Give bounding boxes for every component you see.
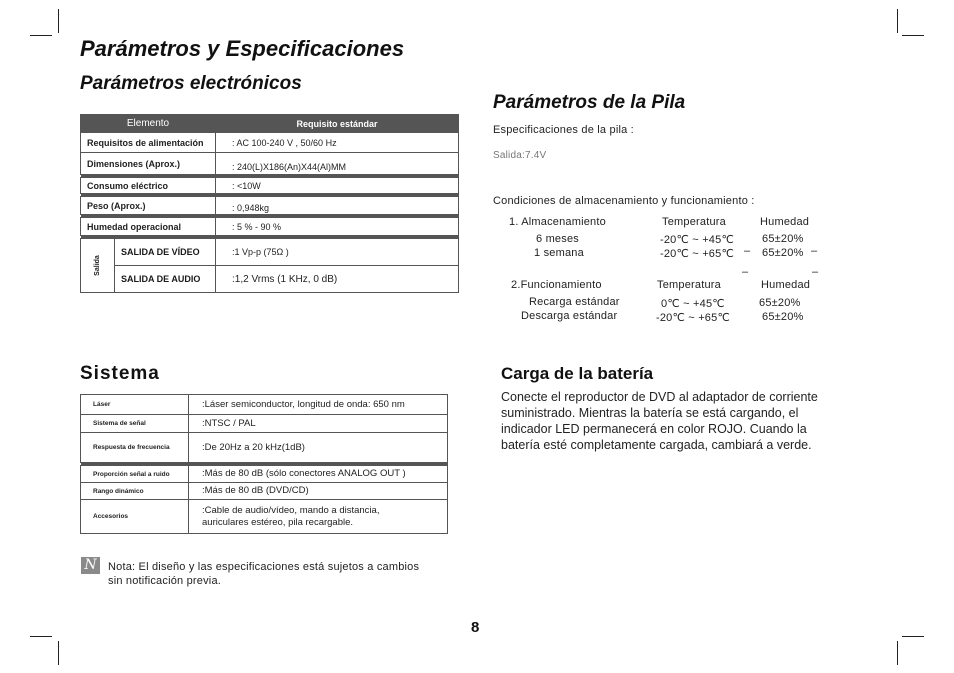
row-label: Accesorios	[81, 500, 189, 534]
battery-output: Salida:7.4V	[493, 150, 547, 161]
row-label: Requisitos de alimentación	[81, 133, 216, 153]
operation-row-label: Recarga estándar	[529, 296, 620, 308]
value-line: auriculares estéreo, pila recargable.	[202, 516, 354, 528]
table-row	[81, 466, 448, 483]
row-value: :1,2 Vrms (1 KHz, 0 dB)	[216, 266, 459, 293]
row-value: :1 Vp-p (75Ω )	[216, 239, 459, 266]
crop-mark	[902, 35, 924, 36]
operation-row-label: Descarga estándar	[521, 310, 618, 322]
storage-row-temp: -20℃ ~ +45℃	[660, 234, 735, 246]
operation-row-temp: -20℃ ~ +65℃	[656, 312, 731, 324]
table-row	[81, 197, 459, 215]
table-row	[81, 218, 459, 236]
charging-title: Carga de la batería	[501, 364, 654, 383]
crop-mark	[30, 35, 52, 36]
row-label: Proporción señal a ruido	[81, 466, 189, 483]
electronic-table	[80, 114, 459, 293]
battery-title: Parámetros de la Pila	[493, 92, 686, 113]
row-label: Rango dinámico	[81, 483, 189, 500]
operation-row-hum: 65±20%	[762, 311, 804, 323]
conditions-label: Condiciones de almacenamiento y funcionamiento :	[493, 195, 755, 207]
charging-line: Conecte el reproductor de DVD al adaptador de corriente	[501, 390, 818, 404]
row-label: SALIDA DE AUDIO	[115, 266, 216, 293]
charging-line: suministrado. Mientras la batería se está cargando, el	[501, 406, 799, 420]
system-title: Sistema	[80, 363, 160, 384]
header-element: Elemento	[81, 115, 216, 133]
dash-mark: –	[742, 266, 749, 278]
dash-mark: –	[812, 266, 819, 278]
header-requirement: Requisito estándar	[216, 115, 459, 133]
crop-mark	[902, 636, 924, 637]
dash-mark: –	[744, 245, 751, 257]
row-label: Sistema de señal	[81, 415, 189, 433]
crop-mark	[897, 9, 898, 33]
row-label: Humedad operacional	[81, 218, 216, 236]
row-value: : AC 100-240 V , 50/60 Hz	[216, 133, 459, 153]
storage-heading: 1. Almacenamiento	[509, 216, 606, 228]
storage-row-label: 6 meses	[536, 233, 579, 245]
storage-row-hum: 65±20%	[762, 233, 804, 245]
row-label: SALIDA DE VÍDEO	[115, 239, 216, 266]
operation-heading: 2.Funcionamiento	[511, 279, 602, 291]
table-row	[81, 483, 448, 500]
output-group-label: Salida	[81, 239, 115, 293]
note-line: sin notificación previa.	[108, 574, 222, 587]
page-title: Parámetros y Especificaciones	[80, 36, 405, 61]
system-table	[80, 394, 448, 534]
table-row	[81, 178, 459, 194]
row-value	[189, 500, 448, 534]
page-number: 8	[471, 619, 480, 636]
table-row	[81, 433, 448, 463]
row-label: Peso (Aprox.)	[81, 197, 216, 215]
row-value: :NTSC / PAL	[189, 415, 448, 433]
note-text	[108, 561, 453, 588]
battery-spec-label: Especificaciones de la pila :	[493, 124, 634, 136]
row-value: :Más de 80 dB (sólo conectores ANALOG OUT )	[189, 466, 448, 483]
row-label: Láser	[81, 395, 189, 415]
row-label: Dimensiones (Aprox.)	[81, 153, 216, 175]
row-value: :Láser semiconductor, longitud de onda: 650 nm	[189, 395, 448, 415]
storage-temp-header: Temperatura	[662, 216, 726, 228]
value-line: :Cable de audio/vídeo, mando a distancia,	[202, 504, 380, 516]
table-row	[81, 153, 459, 175]
row-value: :De 20Hz a 20 kHz(1dB)	[189, 433, 448, 463]
table-row	[81, 266, 459, 293]
table-header	[81, 115, 459, 133]
note-icon: N	[81, 557, 100, 574]
table-row	[81, 415, 448, 433]
row-label: Consumo eléctrico	[81, 178, 216, 194]
table-row	[81, 395, 448, 415]
crop-mark	[897, 641, 898, 665]
row-value: : <10W	[216, 178, 459, 194]
table-row	[81, 133, 459, 153]
crop-mark	[58, 641, 59, 665]
table-row	[81, 500, 448, 534]
row-value: :Más de 80 dB (DVD/CD)	[189, 483, 448, 500]
row-value: : 240(L)X186(An)X44(Al)MM	[216, 153, 459, 175]
crop-mark	[58, 9, 59, 33]
electronic-title: Parámetros electrónicos	[80, 73, 302, 94]
row-value: : 5 % - 90 %	[216, 218, 459, 236]
storage-hum-header: Humedad	[760, 216, 810, 228]
table-row	[81, 239, 459, 266]
note-line: Nota: El diseño y las especificaciones está sujetos a cambios	[108, 561, 420, 573]
storage-row-temp: -20℃ ~ +65℃	[660, 248, 735, 260]
charging-text	[501, 389, 841, 453]
dash-mark: –	[811, 245, 818, 257]
row-label: Respuesta de frecuencia	[81, 433, 189, 463]
storage-row-hum: 65±20%	[762, 247, 804, 259]
charging-line: indicador LED permanecerá en color ROJO. Cuando la	[501, 422, 807, 436]
operation-row-temp: 0℃ ~ +45℃	[661, 298, 725, 310]
row-value: : 0,948kg	[216, 197, 459, 215]
storage-row-label: 1 semana	[534, 247, 584, 259]
crop-mark	[30, 636, 52, 637]
operation-temp-header: Temperatura	[657, 279, 721, 291]
charging-line: batería esté completamente cargada, cambiará a verde.	[501, 438, 812, 452]
operation-hum-header: Humedad	[761, 279, 811, 291]
operation-row-hum: 65±20%	[759, 297, 801, 309]
